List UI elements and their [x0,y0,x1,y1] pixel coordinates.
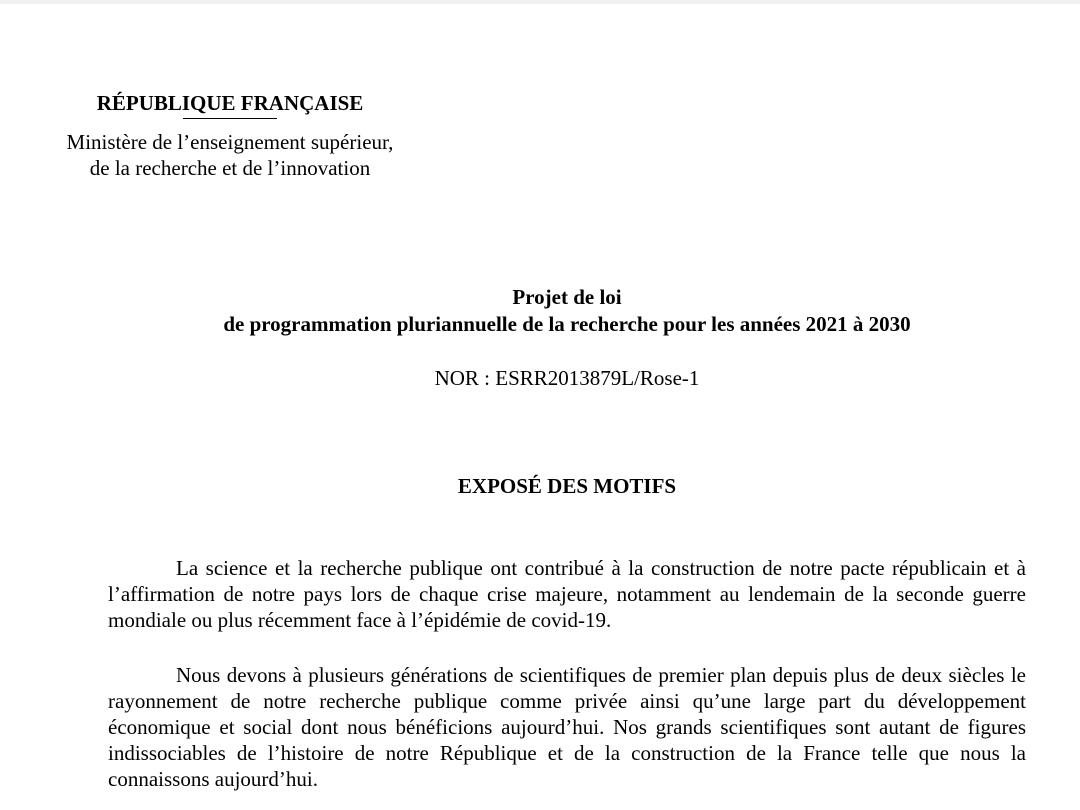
ministere-line-1: Ministère de l’enseignement supérieur, [66,130,394,154]
nor-reference: NOR : ESRR2013879L/Rose-1 [434,366,700,390]
paragraph-1: La science et la recherche publique ont contribué à la construction de notre pacte républicain et à l’affirmation de notre pays lors de chaque crise majeure, notamment au lendemain de la seconde guerre mondiale ou plus récemment face à l’épidémie de covid-19. [108,556,1026,632]
republique-heading: RÉPUBLIQUE FRANÇAISE [96,91,364,115]
section-heading: EXPOSÉ DES MOTIFS [457,474,677,498]
bill-title [108,284,1026,338]
header-divider [183,118,277,119]
document-page [0,4,1080,810]
bill-title-line-1: Projet de loi [512,285,622,309]
bill-title-line-2: de programmation pluriannuelle de la recherche pour les années 2021 à 2030 [223,312,911,336]
issuer-header [30,90,430,181]
ministere-line-2: de la recherche et de l’innovation [89,156,371,180]
paragraph-2: Nous devons à plusieurs générations de scientifiques de premier plan depuis plus de deux siècles le rayonnement de notre recherche publique comme privée ainsi qu’une large part du développement économique et social dont nous bénéficions aujourd’hui. Nos grands scientifiques sont autant de figures indissociables de l’histoire de notre République et de la construction de la France telle que nous la connaissons aujourd’hui. [108,663,1026,791]
